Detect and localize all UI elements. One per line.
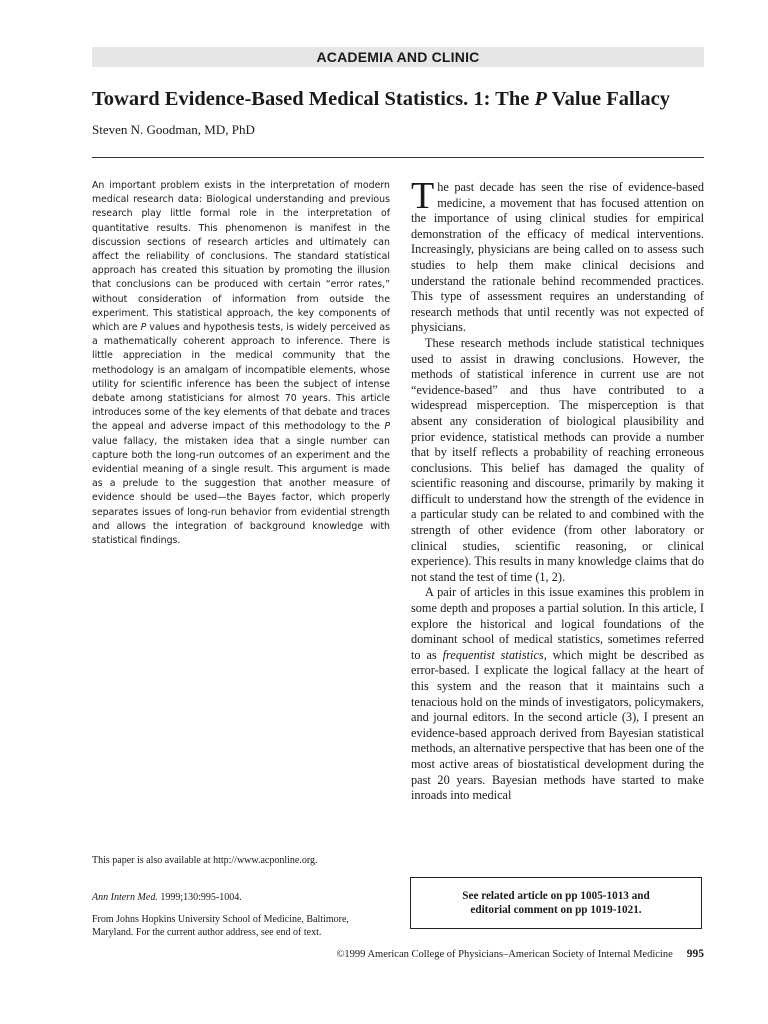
body-text (411, 180, 704, 840)
related-line-2: editorial comment on pp 1019-1021. (470, 904, 642, 916)
title-part2: Value Fallacy (547, 88, 671, 110)
abstract-italic2: P (384, 421, 390, 433)
body-p3-seg1: A pair of articles in this issue examines this problem in some depth and proposes a partial solution. In this article, I explore the historical and logical foundations of the dominant school of medical statistics, sometimes referred to as (411, 585, 704, 662)
availability-note: This paper is also available at http://www.acponline.org. (92, 855, 318, 866)
abstract (92, 179, 390, 548)
drop-cap: T (411, 180, 435, 217)
body-p3-seg2: which might be described as error-based. I explicate the logical fallacy at the heart of this system and the reason that it maintains such a tenacious hold on the minds of investigators, policymakers, and journal editors. In the second article (3), I present an evidence-based approach derived from Bayesian statistical methods, an alternative perspective that has been one of the most active areas of biostatistical development during the past 20 years. Bayesian methods have started to make inroads into medical (411, 647, 704, 803)
title-part1: Toward Evidence-Based Medical Statistics. 1: The (92, 88, 535, 110)
abstract-seg2: values and hypothesis tests, is widely perceived as a mathematically coherent approach to inference. There is little appreciation in the medical community that the methodology is an amalgam of incompatible elements, whose utility for scientific inference has been the subject of intense debate among statisticians for almost 70 years. This article introduces some of the key elements of that debate and traces the appeal and adverse impact of this methodology to the (92, 322, 390, 433)
title-italic-p: P (534, 88, 547, 110)
abstract-seg1: An important problem exists in the interpretation of modern medical research data: Biological understanding and previous research play little formal role in the interpretation of quantitative results. This phenomenon is manifest in the discussion sections of research articles and ultimately can affect the reliability of conclusions. The standard statistical approach has created this situation by promoting the illusion that conclusions can be produced with certain “error rates,” without consideration of information from outside the experiment. This statistical approach, the key components of which are (92, 180, 390, 334)
related-text (462, 889, 649, 917)
body-paragraph-3 (411, 585, 704, 803)
section-banner (92, 47, 704, 67)
related-article-box (410, 877, 702, 929)
citation-journal: Ann Intern Med. (92, 892, 158, 903)
title-divider (92, 157, 704, 158)
citation-details: 1999;130:995-1004. (157, 892, 242, 903)
author-line: Steven N. Goodman, MD, PhD (92, 122, 255, 137)
page-number: 995 (686, 948, 704, 960)
abstract-italic1: P (140, 322, 147, 334)
body-paragraph-2: These research methods include statistical techniques used to assist in drawing conclusions. However, the methods of statistical inference in current use are not “evidence-based” and thus have contributed to a widespread misperception. The misperception is that absent any consideration of biological plausibility and prior evidence, statistical methods can provide a number that by itself reflects a probability of reaching erroneous conclusions. This belief has damaged the quality of scientific reasoning and discourse, primarily by making it difficult to understand how the strength of the evidence in a particular study can be related to and combined with the strength of other evidence (from other laboratory or clinical studies, scientific reasoning, or clinical experience). This results in many knowledge claims that do not stand the test of time (1, 2). (411, 335, 704, 584)
citation (92, 891, 242, 904)
section-label: ACADEMIA AND CLINIC (316, 49, 480, 65)
page-footer (336, 947, 704, 962)
abstract-seg3: value fallacy, the mistaken idea that a single number can capture both the long-run outcomes of an experiment and the evidential meaning of a single result. This argument is made as a prelude to the suggestion that another measure of evidence should be used—the Bayes factor, which properly separates issues of long-run behavior from evidential strength and allows the integration of background knowledge with statistical findings. (92, 435, 390, 547)
body-paragraph-1 (411, 180, 704, 336)
article-title (92, 86, 712, 112)
copyright: ©1999 American College of Physicians–American Society of Internal Medicine (336, 949, 673, 960)
body-p1-text: he past decade has seen the rise of evidence-based medicine, a movement that has focused attention on the importance of using clinical studies for empirical demonstration of the efficacy of medical interventions. Increasingly, physicians are being called on to assess such studies to help them make clinical decisions and understand the rationale behind recommended practices. This type of assessment requires an understanding of research methods that until recently was not expected of physicians. (411, 180, 704, 335)
related-line-1: See related article on pp 1005-1013 and (462, 890, 650, 902)
body-p3-italic: frequentist statistics, (442, 647, 547, 662)
affiliation-note: From Johns Hopkins University School of Medicine, Baltimore, Maryland. For the current author address, see end of text. (92, 914, 349, 938)
